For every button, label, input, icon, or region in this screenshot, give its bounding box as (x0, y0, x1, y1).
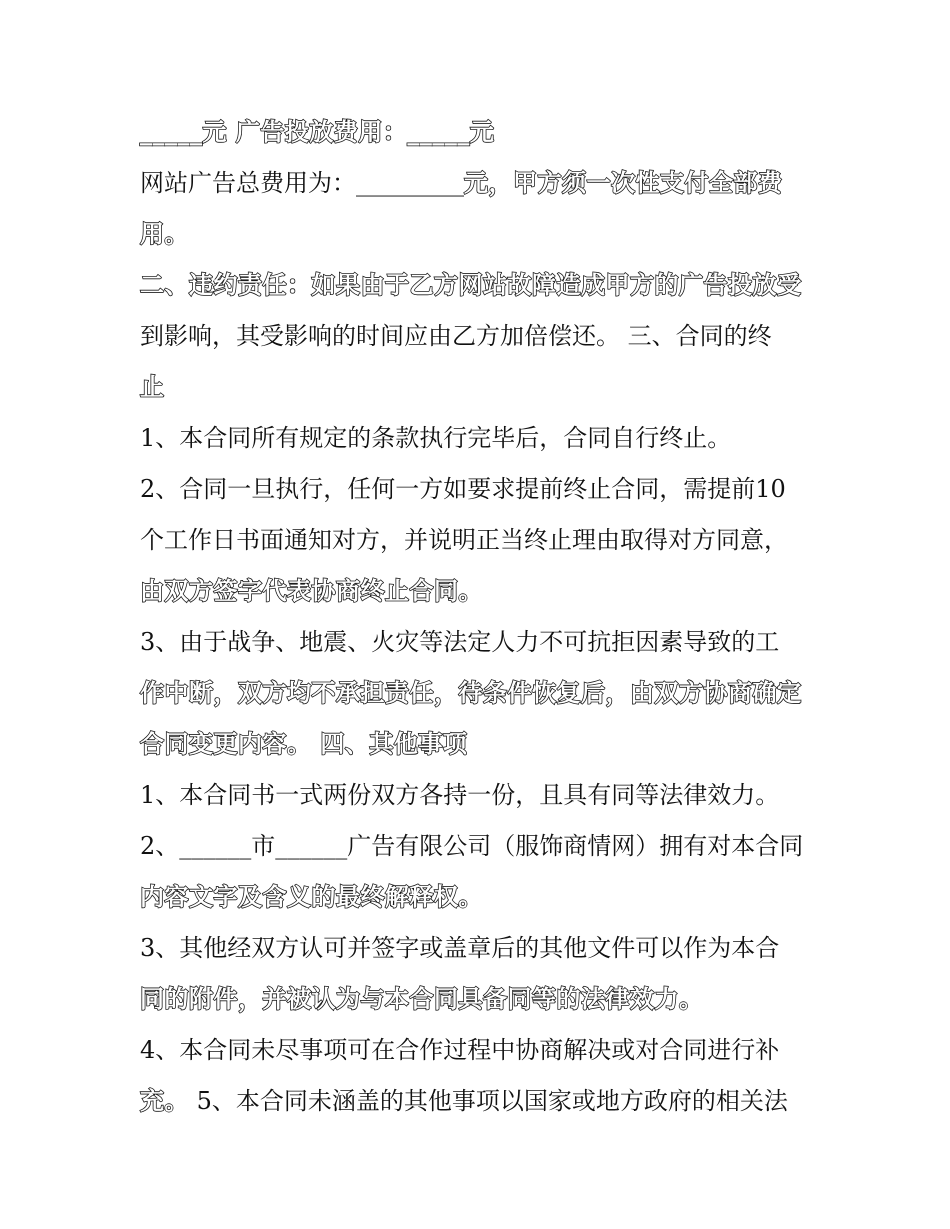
termination-clause-3-cont (140, 678, 802, 708)
termination-clause-2-cont-text: 个工作日书面通知对方，并说明正当终止理由取得对方同意， (140, 526, 788, 554)
other-matters-heading-line (140, 729, 467, 759)
other-clause-3 (140, 933, 779, 963)
termination-clause-2-end-text: 由双方签字代表协商终止合同。 (140, 577, 483, 605)
termination-heading-line (140, 372, 165, 402)
total-fee-label: 网站广告总费用为：_________ (140, 169, 464, 197)
other-clause-5-text: 5、本合同未涵盖的其他事项以国家或地方政府的相关法 (189, 1087, 788, 1115)
other-clause-2-cont (140, 882, 483, 912)
termination-heading-end: 止 (140, 373, 165, 401)
other-clause-2 (140, 831, 803, 861)
other-clause-4-end: 充。 (140, 1087, 189, 1115)
other-clause-1-text: 1、本合同书一式两份双方各持一份，且具有同等法律效力。 (140, 781, 780, 809)
payment-terms-end: 用。 (140, 220, 189, 248)
termination-clause-2-text: 2、合同一旦执行，任何一方如要求提前终止合同，需提前10 (140, 475, 786, 503)
other-clause-1 (140, 780, 779, 810)
total-fee-line (140, 168, 783, 198)
payment-terms-end-line (140, 219, 189, 249)
other-clause-3-text: 3、其他经双方认可并签字或盖章后的其他文件可以作为本合 (140, 934, 780, 962)
other-matters-heading: 合同变更内容。 四、其他事项 (140, 730, 468, 758)
ad-placement-fee: _____元 广告投放费用：_____元 (140, 118, 495, 146)
termination-clause-3 (140, 627, 779, 657)
termination-clause-3-cont-text: 作中断，双方均不承担责任，待条件恢复后，由双方协商确定 (140, 679, 802, 707)
other-clause-2-cont-text: 内容文字及含义的最终解释权。 (140, 883, 483, 911)
other-clause-4-text: 4、本合同未尽事项可在合作过程中协商解决或对合同进行补 (140, 1036, 780, 1064)
other-clause-3-cont-text: 同的附件，并被认为与本合同具备同等的法律效力。 (140, 985, 704, 1013)
breach-heading-line (140, 270, 802, 300)
termination-clause-1 (140, 423, 731, 453)
termination-clause-2 (140, 474, 786, 504)
termination-clause-2-cont (140, 525, 788, 555)
fee-line (140, 117, 494, 147)
breach-liability-text: 二、违约责任：如果由于乙方网站故障造成甲方的广告投放受 (140, 271, 802, 299)
termination-clause-2-end (140, 576, 483, 606)
termination-clause-3-text: 3、由于战争、地震、火灾等法定人力不可抗拒因素导致的工 (140, 628, 780, 656)
breach-liability-cont: 到影响，其受影响的时间应由乙方加倍偿还。 三、合同的终 (140, 322, 772, 350)
breach-cont-line (140, 321, 772, 351)
termination-clause-1-text: 1、本合同所有规定的条款执行完毕后，合同自行终止。 (140, 424, 732, 452)
other-clause-2-text: 2、______市______广告有限公司（服饰商情网）拥有对本合同 (140, 832, 804, 860)
other-clause-3-cont (140, 984, 704, 1014)
other-clause-4-5 (140, 1086, 788, 1116)
total-fee-payment-terms: 元，甲方须一次性支付全部费 (464, 169, 783, 197)
other-clause-4 (140, 1035, 779, 1065)
